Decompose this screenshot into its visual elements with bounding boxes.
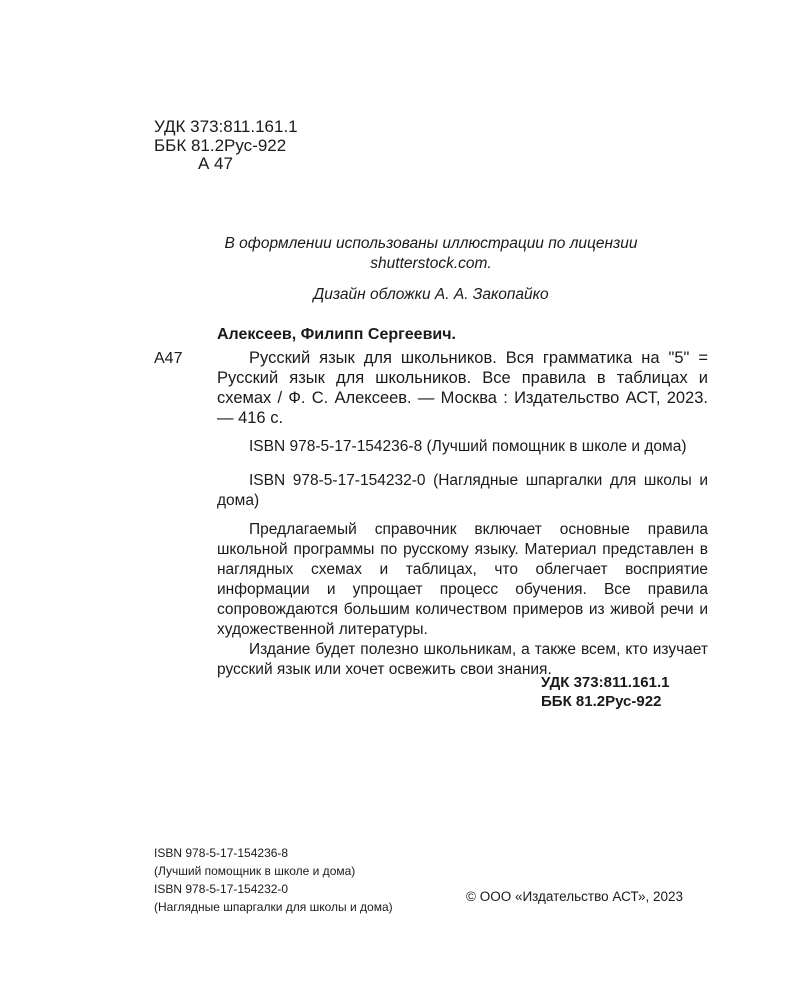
catalog-code: А47 — [154, 350, 183, 367]
annotation-paragraph-1: Предлагаемый справочник включает основные правила школьной программы по русскому языку. Материал представлен в наглядных схемах и таблицах, что облегчает восприятие информации и упрощает процесс обучения. Все правила сопровождаются большим количеством примеров из живой речи и художественной литературы. — [217, 521, 708, 638]
copyright: © ООО «Издательство АСТ», 2023 — [466, 889, 684, 904]
annotation-paragraph-2: Издание будет полезно школьникам, а также всем, кто изучает русский язык или хочет освежить свои знания. — [217, 641, 708, 678]
header-udc: УДК 373:811.161.1 — [154, 117, 298, 136]
author-heading: Алексеев, Филипп Сергеевич. — [217, 326, 456, 343]
catalog-isbn-1: ISBN 978-5-17-154236-8 (Лучший помощник в школе и дома) — [249, 438, 687, 455]
illustrations-credit-line1: В оформлении использованы иллюстрации по лицензии — [224, 235, 638, 252]
catalog-isbn-2: ISBN 978-5-17-154232-0 (Наглядные шпаргалки для школы и дома) — [217, 472, 708, 509]
header-author-mark: А 47 — [198, 154, 233, 173]
footer-isbn-2-series: (Наглядные шпаргалки для школы и дома) — [154, 900, 393, 914]
annotation — [217, 520, 708, 680]
footer-isbn-1: ISBN 978-5-17-154236-8 — [154, 846, 289, 860]
header-bbk: ББК 81.2Рус-922 — [154, 136, 287, 155]
footer-isbn-2: ISBN 978-5-17-154232-0 — [154, 882, 289, 896]
classification-udc: УДК 373:811.161.1 — [541, 674, 670, 691]
classification-bbk: ББК 81.2Рус-922 — [541, 693, 662, 710]
bibliographic-description: Русский язык для школьников. Вся грамматика на "5" = Русский язык для школьников. Все правила в таблицах и схемах / Ф. С. Алексеев. — Москва : Издательство АСТ, 2023. — 416 с. — [217, 349, 708, 427]
footer-isbn-block — [154, 844, 393, 916]
illustrations-credit-line2: shutterstock.com. — [370, 255, 492, 272]
footer-isbn-1-series: (Лучший помощник в школе и дома) — [154, 864, 356, 878]
cover-design-credit: Дизайн обложки А. А. Закопайко — [313, 286, 549, 303]
